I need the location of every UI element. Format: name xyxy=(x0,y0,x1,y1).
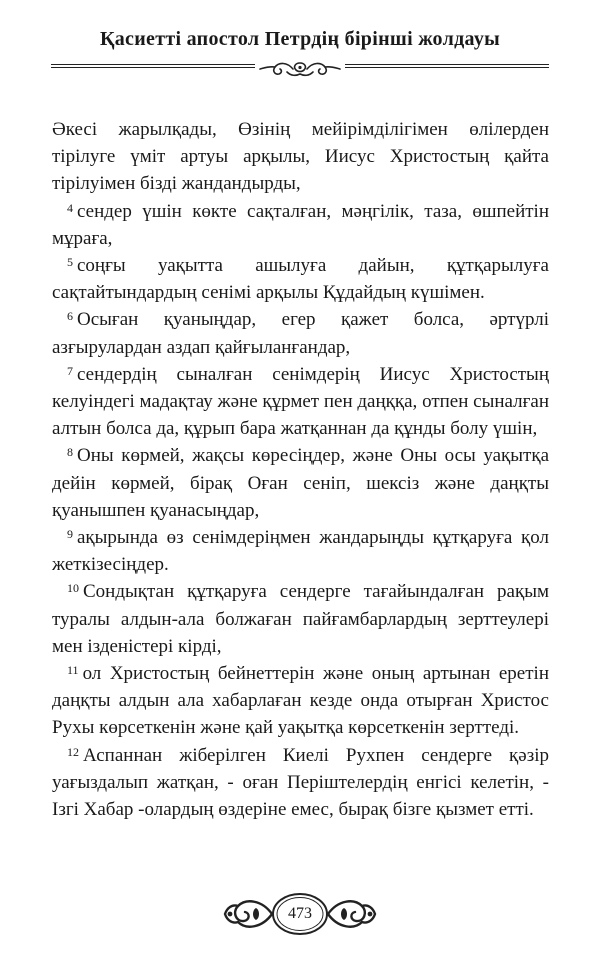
verse-text: Оны көрмей, жақсы көресіңдер, және Оны осы уақытқа дейін көрмей, бірақ Оған сеніп, шексіз және даңқты қуанышпен қуанасыңдар, xyxy=(52,445,549,521)
verse-text: Аспаннан жіберілген Киелі Рухпен сендерге қәзір уағыздалып жатқан, - оған Періштелердің енгісі келетін, - Ізгі Хабар -олардың өздеріне емес, бырақ бізге қызмет етті. xyxy=(52,744,549,821)
verse-text: ол Христостың бейнеттерін және оның артынан еретін даңқты алдын ала хабарлаған кезде онда отырған Христос Рухы көрсеткенін және қай уақытқа көрсеткенін зерттеді. xyxy=(52,663,549,739)
header-title: Қасиетті апостол Петрдің бірінші жолдауы xyxy=(99,28,501,50)
verse-text: соңғы уақытта ашылуға дайын, құтқарылуға сақтайтындардың сенімі арқылы Құдайдың күшімен. xyxy=(52,255,549,304)
header-ornament-icon xyxy=(255,58,345,80)
verse-number: 4 xyxy=(67,200,73,215)
verse-4 xyxy=(52,198,549,252)
verse-text: сендердің сыналған сенімдерің Иисус Христостың келуіндегі мадақтау және құрмет пен даңққа, отпен сыналған алтын болса да, құрып бара жатқаннан да құнды болу үшін, xyxy=(52,363,549,440)
verse-text: ақырында өз сенімдеріңмен жандарыңды құтқаруға қол жеткізесіңдер. xyxy=(52,527,549,576)
paragraph-text: Әкесі жарылқады, Өзінің мейірімділігімен өлілерден тірілуге үміт артуы арқылы, Иисус Христостың қайта тірілуімен бізді жандандырды, xyxy=(52,119,549,195)
verse-5 xyxy=(52,252,549,306)
verse-number: 12 xyxy=(67,744,79,759)
verse-number: 6 xyxy=(67,309,73,324)
page-number: 473 xyxy=(288,905,312,922)
verse-10 xyxy=(52,578,549,660)
verse-number: 10 xyxy=(67,581,79,596)
verse-number: 7 xyxy=(67,363,73,378)
verse-text: Осыған қуаныңдар, егер қажет болса, әртүрлі азғырулардан аздап қайғыланғандар, xyxy=(52,309,549,358)
verse-number: 8 xyxy=(67,445,73,460)
verse-number: 5 xyxy=(67,255,73,270)
verse-text: Сондықтан құтқаруға сендерге тағайындалған рақым туралы алдын-ала болжаған пайғамбарлардың зерттеулері мен ізденістері кірді, xyxy=(52,581,549,657)
verse-12 xyxy=(52,742,549,824)
verse-number: 11 xyxy=(67,663,79,678)
verse-8 xyxy=(52,442,549,524)
verse-7 xyxy=(52,361,549,443)
paragraph-continuation xyxy=(52,116,549,198)
verse-text: сендер үшін көкте сақталған, мәңгілік, таза, өшпейтін мұраға, xyxy=(52,200,549,249)
verse-11 xyxy=(52,660,549,742)
verse-9 xyxy=(52,524,549,578)
verse-number: 9 xyxy=(67,527,73,542)
text-body xyxy=(52,116,549,823)
verse-6 xyxy=(52,306,549,360)
